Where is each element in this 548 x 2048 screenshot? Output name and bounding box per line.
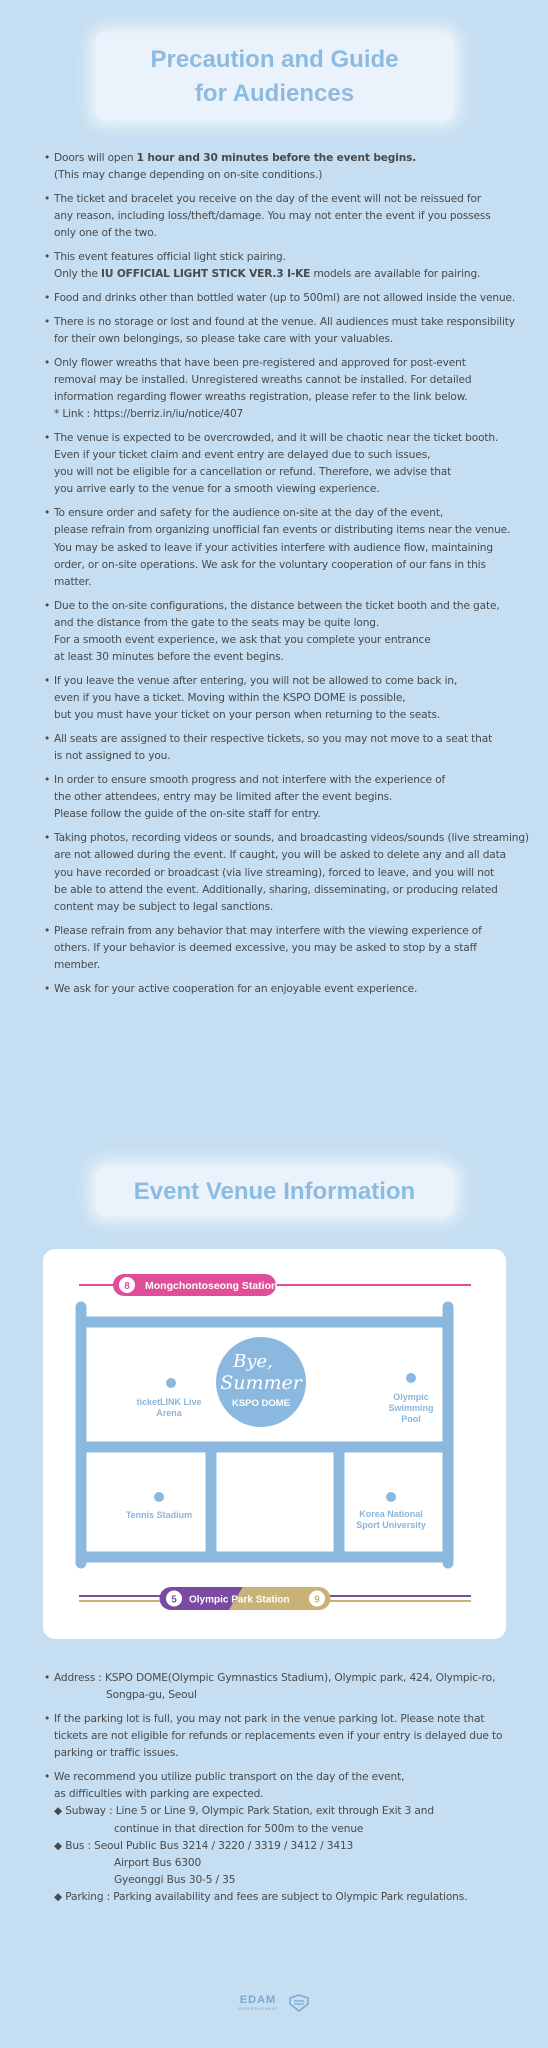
precaution-list (44, 150, 529, 1004)
venue-map-svg (43, 1249, 506, 1639)
item-text: • The venue is expected to be overcrowded, and it will be chaotic near the ticket booth. (54, 431, 499, 444)
knsu-label-2: Sport University (356, 1520, 426, 1530)
list-item (44, 314, 514, 348)
list-item (44, 355, 514, 424)
list-item (44, 981, 514, 998)
item-text: • Taking photos, recording videos or sounds, and broadcasting videos/sounds (live streaming) (54, 832, 529, 845)
item-text: parking or traffic issues. (54, 1747, 179, 1760)
item-text: you arrive early to the venue for a smooth viewing experience. (54, 483, 380, 496)
precaution-title-line1: Precaution and Guide (150, 46, 399, 73)
list-item (44, 191, 514, 243)
line9-number: 9 (314, 1594, 320, 1606)
subway-info: ◆ Subway : Line 5 or Line 9, Olympic Park Station, exit through Exit 3 and (54, 1805, 434, 1818)
list-item (44, 290, 514, 307)
parking-info: ◆ Parking : Parking availability and fees are subject to Olympic Park regulations. (54, 1891, 468, 1904)
item-text: order, or on-site operations. We ask for the voluntary cooperation of our fans in this (54, 558, 486, 571)
item-text: please refrain from organizing unofficial fan events or distributing items near the venue. (54, 524, 511, 537)
item-text: others. If your behavior is deemed excessive, you may be asked to stop by a staff (54, 941, 477, 954)
edam-logo (238, 1994, 278, 2011)
item-text: at least 30 minutes before the event begins. (54, 651, 284, 664)
bus-info: Airport Bus 6300 (114, 1857, 202, 1870)
bus-info: ◆ Bus : Seoul Public Bus 3214 / 3220 / 3319 / 3412 / 3413 (54, 1839, 354, 1852)
swimming-label-1: Olympic (393, 1392, 429, 1402)
edam-emblem-icon (288, 1994, 310, 2012)
item-text: removal may be installed. Unregistered wreaths cannot be installed. For detailed (54, 373, 472, 386)
list-item (44, 598, 514, 667)
item-text: you have recorded or broadcast (via live streaming), forced to leave, and you will not (54, 866, 495, 879)
station-bottom-name: Olympic Park Station (189, 1594, 290, 1606)
item-text: • Only flower wreaths that have been pre-registered and approved for post-event (54, 356, 466, 369)
subway-info: continue in that direction for 500m to the venue (114, 1822, 364, 1835)
item-text: information regarding flower wreaths registration, please refer to the link below. (54, 390, 468, 403)
item-text: • Food and drinks other than bottled water (up to 500ml) are not allowed inside the venue. (54, 291, 516, 304)
bus-info: Gyeonggi Bus 30-5 / 35 (114, 1874, 236, 1887)
item-text: only one of the two. (54, 227, 157, 240)
item-text: any reason, including loss/theft/damage. You may not enter the event if you possess (54, 210, 491, 223)
list-item (44, 923, 514, 975)
dome-script-line2: Summer (220, 1372, 302, 1394)
item-text: • Please refrain from any behavior that may interfere with the viewing experience of (54, 924, 482, 937)
list-item (44, 772, 514, 824)
notice-link[interactable]: * Link : https://berriz.in/iu/notice/407 (54, 408, 244, 421)
knsu-label-1: Korea National (359, 1509, 423, 1519)
item-text: and the distance from the gate to the seats may be quite long. (54, 616, 380, 629)
item-text: Please follow the guide of the on-site staff for entry. (54, 808, 321, 821)
list-item (44, 673, 514, 725)
item-text: • If you leave the venue after entering, you will not be allowed to come back in, (54, 674, 458, 687)
tennis-label: Tennis Stadium (125, 1510, 193, 1520)
item-text: are not allowed during the event. If caught, you will be asked to delete any and all data (54, 849, 506, 862)
list-item (44, 249, 514, 283)
list-item-address (44, 1670, 514, 1704)
venue-title-box (96, 1167, 453, 1216)
list-item-parking (44, 1711, 514, 1763)
item-text-bold: 1 hour and 30 minutes before the event begins. (136, 152, 417, 164)
list-item (44, 430, 514, 499)
venue-title: Event Venue Information (133, 1178, 416, 1205)
edam-logo-subtext: ENTERTAINMENT (237, 2006, 279, 2011)
item-text: • The ticket and bracelet you receive on the day of the event will not be reissued for (54, 192, 482, 205)
item-text: even if you have a ticket. Moving within the KSPO DOME is possible, (54, 692, 406, 705)
line8-number: 8 (124, 1281, 130, 1292)
precaution-title-line2: for Audiences (194, 80, 355, 107)
tennis-marker (154, 1492, 164, 1502)
item-text: be able to attend the event. Additionally, sharing, disseminating, or producing related (54, 883, 498, 896)
item-text: tickets are not eligible for refunds or replacements even if your entry is delayed due to (54, 1730, 503, 1743)
item-text: but you must have your ticket on your person when returning to the seats. (54, 709, 441, 722)
item-text: models are available for pairing. (310, 268, 481, 281)
item-text: member. (54, 959, 101, 972)
item-text: Even if your ticket claim and event entry are delayed due to such issues, (54, 449, 431, 462)
address-label: Address : (54, 1672, 105, 1684)
footer (0, 1990, 548, 2012)
list-item (44, 731, 514, 765)
list-item (44, 505, 514, 591)
item-text: • If the parking lot is full, you may not park in the venue parking lot. Please note that (54, 1712, 485, 1725)
ticketlink-label-1: ticketLINK Live (136, 1397, 202, 1407)
item-text: Only the (54, 268, 102, 281)
precaution-title-box (96, 33, 453, 120)
swimming-pool-marker (406, 1373, 416, 1383)
item-text: for their own belongings, so please take care with your valuables. (54, 332, 394, 345)
item-text-bold: IU OFFICIAL LIGHT STICK VER.3 I-KE (101, 268, 311, 281)
ticketlink-label-2: Arena (156, 1408, 182, 1418)
item-text: (This may change depending on on-site conditions.) (54, 169, 323, 182)
item-text: • We ask for your active cooperation for an enjoyable event experience. (54, 982, 418, 995)
item-text: • We recommend you utilize public transport on the day of the event, (54, 1771, 405, 1784)
venue-info-list (44, 1670, 514, 1913)
item-text: Doors will open (54, 152, 137, 164)
item-text: you will not be eligible for a cancellation or refund. Therefore, we advise that (54, 466, 452, 479)
item-text: the other attendees, entry may be limited after the event begins. (54, 791, 393, 804)
address-text: Songpa-gu, Seoul (106, 1689, 197, 1702)
swimming-label-3: Pool (401, 1414, 421, 1424)
item-text: matter. (54, 575, 92, 588)
item-text: • In order to ensure smooth progress and not interfere with the experience of (54, 774, 446, 786)
item-text: • All seats are assigned to their respective tickets, so you may not move to a seat that (54, 733, 493, 746)
ticketlink-marker (166, 1378, 176, 1388)
swimming-label-2: Swimming (388, 1403, 434, 1413)
edam-logo-text: EDAM (239, 1994, 277, 2006)
line5-number: 5 (171, 1594, 177, 1606)
list-item (44, 830, 529, 916)
dome-label: KSPO DOME (231, 1398, 291, 1409)
item-text: • This event features official light stick pairing. (54, 251, 286, 264)
list-item (44, 150, 514, 184)
footer-logos (238, 1994, 310, 2012)
item-text: as difficulties with parking are expected. (54, 1788, 264, 1801)
item-text: is not assigned to you. (54, 750, 171, 763)
dome-script-line1: Bye, (233, 1351, 273, 1372)
item-text: You may be asked to leave if your activities interfere with audience flow, maintaining (54, 541, 493, 554)
venue-map (43, 1249, 506, 1639)
item-text: content may be subject to legal sanctions. (54, 900, 274, 913)
item-text: • There is no storage or lost and found at the venue. All audiences must take responsibility (54, 315, 515, 328)
station-top-name: Mongchontoseong Station (145, 1280, 278, 1292)
item-text: • To ensure order and safety for the audience on-site at the day of the event, (54, 507, 444, 520)
knsu-marker (386, 1492, 396, 1502)
item-text: For a smooth event experience, we ask that you complete your entrance (54, 634, 431, 647)
item-text: • Due to the on-site configurations, the distance between the ticket booth and the gate, (54, 599, 500, 612)
list-item-public-transport (44, 1769, 514, 1907)
address-text: KSPO DOME(Olympic Gymnastics Stadium), Olympic park, 424, Olympic-ro, (105, 1672, 496, 1684)
